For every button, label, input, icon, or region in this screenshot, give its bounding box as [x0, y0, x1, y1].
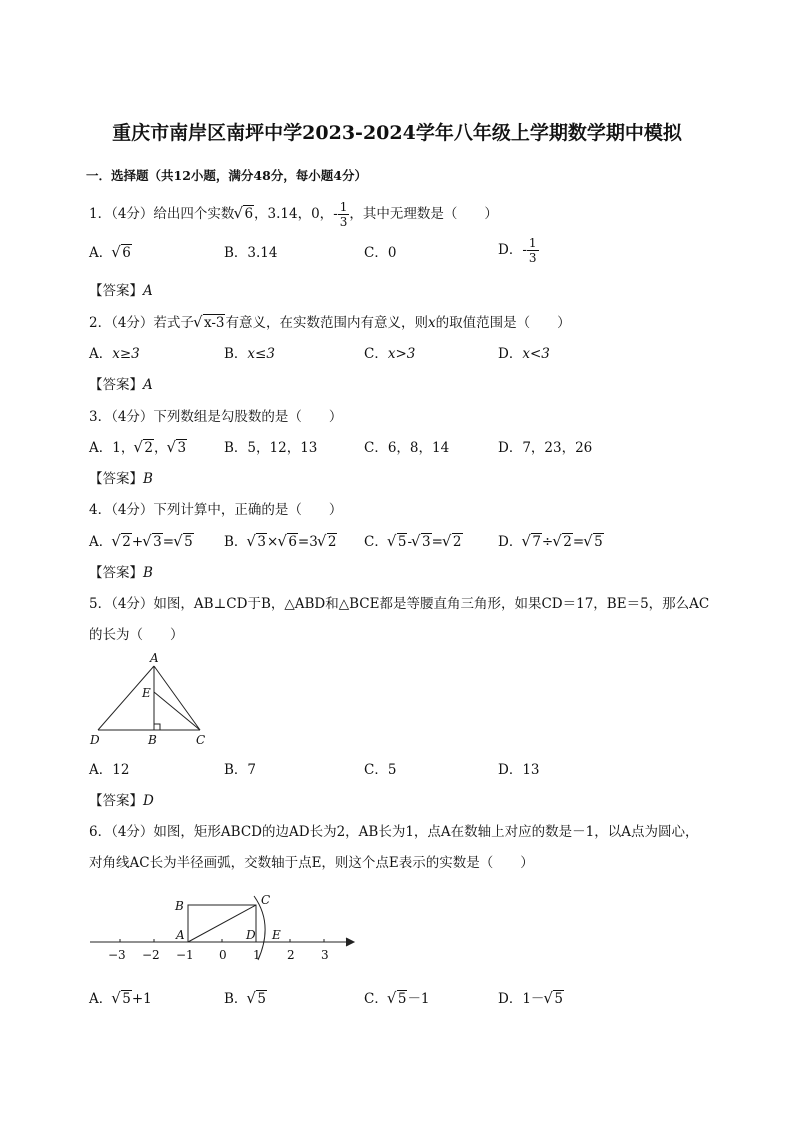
label-C: C: [261, 893, 271, 907]
tick-label: 0: [219, 948, 227, 962]
question-1-stem: 1．（4分）给出四个实数√ 6，3.14，0，- $\frac{1}{3}$ ，其中无理数是（ ）: [89, 200, 498, 229]
q2-option-c: C．x>3: [364, 346, 416, 362]
q5-option-a: A．12: [89, 762, 130, 778]
section-heading: 一．选择题（共12小题，满分48分，每小题4分）: [86, 168, 367, 183]
question-6-stem-line2: 对角线AC长为半径画弧，交数轴于点E，则这个点E表示的实数是（ ）: [89, 855, 534, 871]
q5-option-c: C．5: [364, 762, 397, 778]
q2-answer: 【答案】A: [89, 377, 153, 393]
label-A: A: [150, 651, 159, 665]
q1-option-c: C．0: [364, 245, 397, 261]
q5-option-d: D．13: [498, 762, 540, 778]
question-5-stem-line1: 5．（4分）如图，AB⊥CD于B，△ABD和△BCE都是等腰直角三角形，如果CD＝17，BE＝5，那么AC: [89, 596, 710, 612]
q6-option-b: B．√ 5: [224, 987, 267, 1007]
label-D: D: [90, 733, 100, 747]
label-E: E: [272, 928, 281, 942]
q4-option-a: A．√ 2+√ 3=√ 5: [89, 530, 194, 550]
q6-option-a: A．√ 5+1: [89, 987, 152, 1007]
q3-option-c: C．6，8，14: [364, 440, 450, 456]
q1-option-d: D．- $\frac{1}{3}$: [498, 236, 537, 265]
question-4-stem: 4．（4分）下列计算中，正确的是（ ）: [89, 502, 343, 518]
q1-answer: 【答案】A: [89, 283, 153, 299]
q4-option-c: C．√ 5-√ 3=√ 2: [364, 530, 463, 550]
q1-option-b: B．3.14: [224, 245, 278, 261]
tick-label: −3: [108, 948, 126, 962]
q3-option-b: B．5，12，13: [224, 440, 318, 456]
q5-triangle-figure: [86, 648, 216, 748]
fraction: $\frac{1}{3}$: [339, 200, 348, 229]
label-A: A: [176, 928, 185, 942]
question-6-stem-line1: 6．（4分）如图，矩形ABCD的边AD长为2，AB长为1，点A在数轴上对应的数是－1，以A点为圆心，: [89, 824, 699, 840]
label-B: B: [148, 733, 157, 747]
tick-label: 1: [253, 948, 261, 962]
q2-option-b: B．x≤3: [224, 346, 275, 362]
q3-option-d: D．7，23，26: [498, 440, 593, 456]
q6-option-d: D．1－√ 5: [498, 987, 564, 1007]
question-2-stem: 2．（4分）若式子√ x-3有意义，在实数范围内有意义，则x的取值范围是（ ）: [89, 311, 571, 331]
q4-option-d: D．√ 7÷√ 2=√ 5: [498, 530, 604, 550]
q1-option-a: A．√ 6: [89, 241, 132, 261]
tick-label: 3: [321, 948, 329, 962]
page-title: 重庆市南岸区南坪中学2023-2024学年八年级上学期数学期中模拟: [112, 122, 682, 144]
q6-option-c: C．√ 5－1: [364, 987, 430, 1007]
q2-option-d: D．x<3: [498, 346, 550, 362]
label-B: B: [175, 899, 184, 913]
q5-option-b: B．7: [224, 762, 257, 778]
tick-label: −1: [176, 948, 194, 962]
label-C: C: [196, 733, 206, 747]
q5-answer: 【答案】D: [89, 793, 154, 809]
q6-number-line-figure: [86, 884, 366, 968]
tick-label: −2: [142, 948, 160, 962]
q3-option-a: A．1，√ 2，√ 3: [89, 436, 187, 456]
q2-option-a: A．x≥3: [89, 346, 140, 362]
q3-answer: 【答案】B: [89, 471, 153, 487]
q4-answer: 【答案】B: [89, 565, 153, 581]
question-3-stem: 3．（4分）下列数组是勾股数的是（ ）: [89, 409, 343, 425]
label-D: D: [246, 928, 256, 942]
sqrt-6: √ 6: [234, 206, 254, 222]
tick-label: 2: [287, 948, 295, 962]
q4-option-b: B．√ 3×√ 6=3√ 2: [224, 530, 337, 550]
question-5-stem-line2: 的长为（ ）: [89, 627, 184, 643]
label-E: E: [142, 686, 151, 700]
